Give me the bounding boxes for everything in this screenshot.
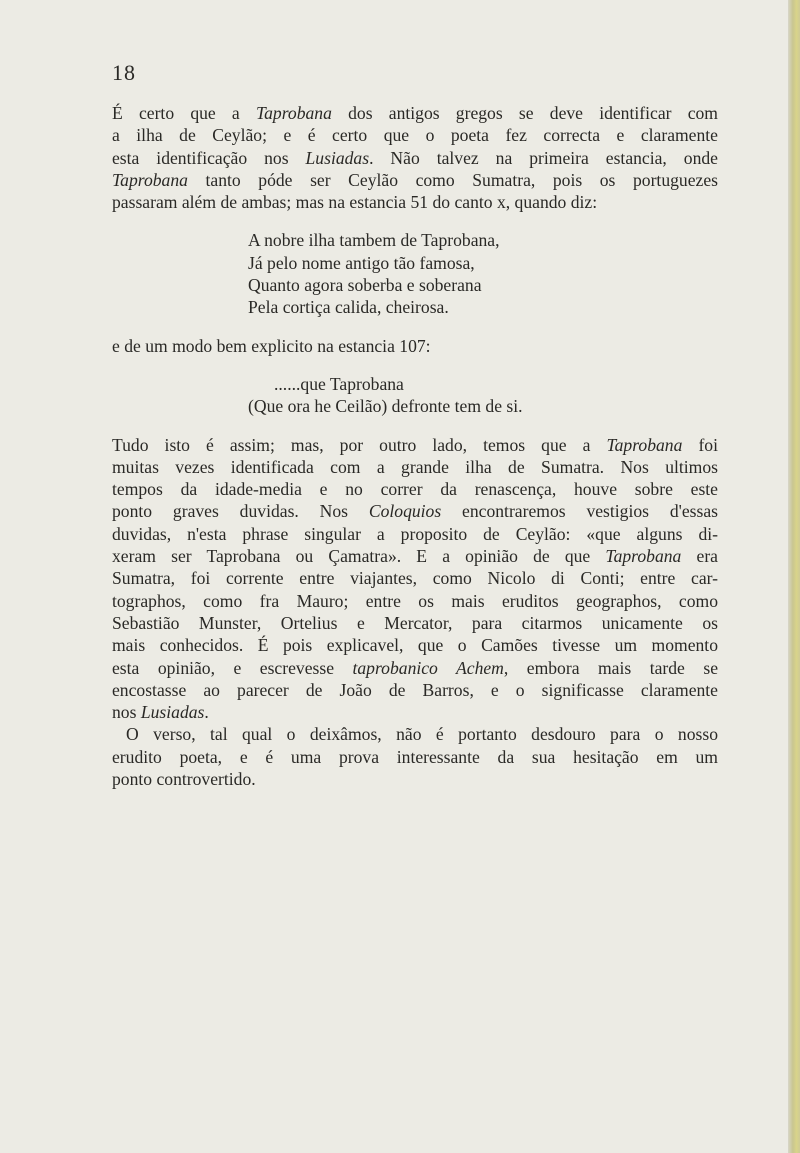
text-line: Sebastião Munster, Ortelius e Mercator, para citarmos unicamente os [112,612,718,633]
verse-line: Já pelo nome antigo tão famosa, [248,252,475,273]
paragraph-3 [112,723,718,790]
text-line: esta identificação nos Lusiadas. Não talvez na primeira estancia, onde [112,147,718,168]
text-line: ponto graves duvidas. Nos Coloquios encontraremos vestigios d'essas [112,501,718,522]
verse-line: A nobre ilha tambem de Taprobana, [248,230,500,251]
italic-term: taprobanico Achem [352,657,504,678]
text-line: ponto controvertido. [112,769,256,790]
text-line: O verso, tal qual o deixâmos, não é portanto desdouro para o nosso [126,724,718,745]
text-line: a ilha de Ceylão; e é certo que o poeta fez correcta e claramente [112,125,718,146]
verse-line: Quanto agora soberba e soberana [248,275,482,296]
italic-term: Lusiadas [305,147,370,168]
italic-term: Coloquios [368,501,442,522]
text-line: esta opinião, e escrevesse taprobanico Achem, embora mais tarde se [112,657,719,678]
text-line: Taprobana tanto póde ser Ceylão como Sumatra, pois os portuguezes [112,169,718,190]
verse-line: (Que ora he Ceilão) defronte tem de si. [248,396,523,417]
text-line: Tudo isto é assim; mas, por outro lado, temos que a Taprobana foi [112,434,718,455]
text-line: passaram além de ambas; mas na estancia 51 do canto x, quando diz: [112,192,598,213]
text-line: encostasse ao parecer de João de Barros, e o significasse claramente [112,679,718,700]
page-number: 18 [112,60,136,85]
text-line: tographos, como fra Mauro; entre os mais eruditos geographos, como [112,590,718,611]
italic-term: Taprobana [255,103,332,123]
text-line: muitas vezes identificada com a grande ilha de Sumatra. Nos ultimos [112,456,718,477]
verse-quote-2 [248,373,718,418]
text-line: Sumatra, foi corrente entre viajantes, como Nicolo di Conti; entre car- [112,568,718,589]
italic-term: Taprobana [606,434,683,455]
text-line: mais conhecidos. É pois explicavel, que o Camões tivesse um momento [112,635,718,656]
text-line: nos Lusiadas. [112,702,209,723]
verse-line: ......que Taprobana [274,373,404,394]
italic-term: Taprobana [605,546,682,567]
text-line: xeram ser Taprobana ou Çamatra». E a opinião de que Taprobana era [112,546,718,567]
page-body [112,102,718,790]
paragraph-1 [112,102,718,213]
text-line: erudito poeta, e é uma prova interessante da sua hesitação em um [112,746,718,767]
verse-line: Pela cortiça calida, cheirosa. [248,297,449,318]
text-line: tempos da idade-media e no correr da renascença, houve sobre este [112,479,718,500]
text-line: É certo que a Taprobana dos antigos gregos se deve identificar com [112,103,718,123]
italic-term: Taprobana [112,169,188,190]
italic-term: Lusiadas [140,702,205,723]
page-edge [788,0,800,1153]
text-line: duvidas, n'esta phrase singular a proposito de Ceylão: «que alguns di- [112,523,718,544]
paragraph-2 [112,434,718,724]
verse-quote-1 [248,229,718,318]
text-line: e de um modo bem explicito na estancia 107: [112,335,431,356]
